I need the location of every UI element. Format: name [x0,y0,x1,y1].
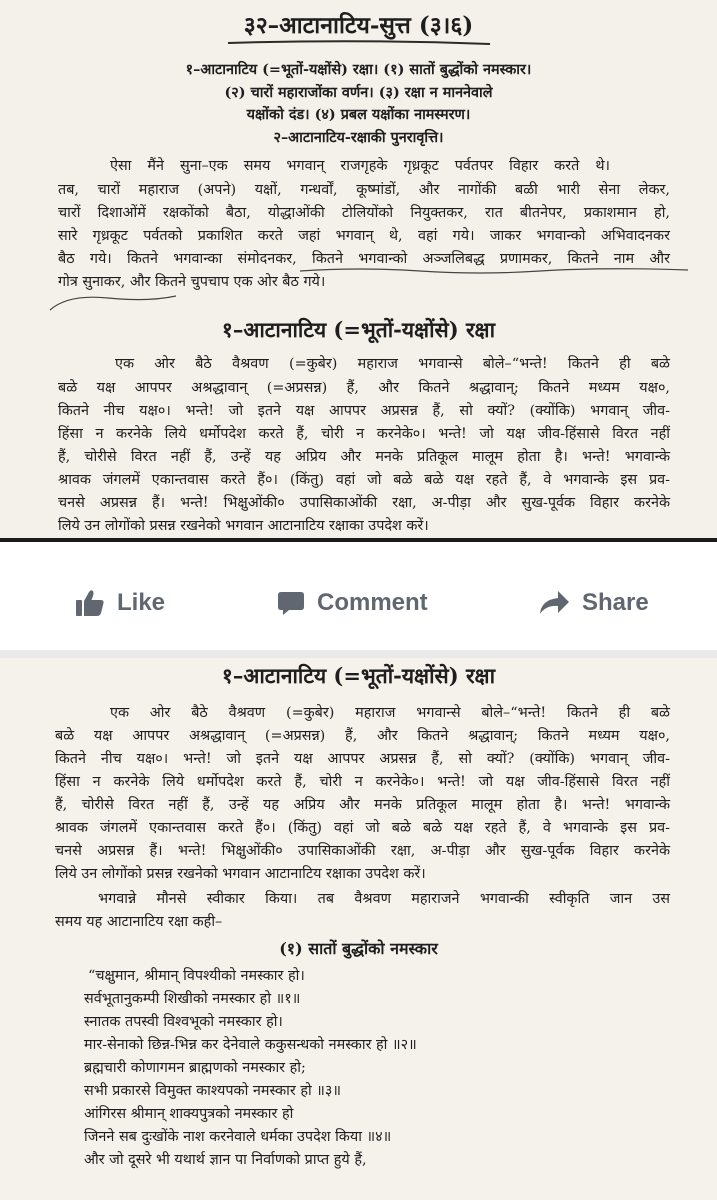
like-button[interactable] [75,585,165,621]
section-line: हिंसा न करनेके लिये धर्मोपदेश करते हैं, चोरी न करनेके०। भन्ते! जो यक्ष जीव-हिंसासे विरत नहीं [58,426,670,442]
summary-line: यक्षोंको दंड। (४) प्रबल यक्षोंका नामस्मरण। [246,106,471,123]
thumbs-up-icon [75,589,105,617]
verse-line: स्नातक तपस्वी विश्वभूको नमस्कार हो। [84,1014,283,1030]
verse-line: और जो दूसरे भी यथार्थ ज्ञान पा निर्वाणको प्राप्त हुये हैं, [84,1152,367,1168]
verse-line: सभी प्रकारसे विमुक्त काश्यपको नमस्कार हो ॥३॥ [84,1083,341,1099]
share-button[interactable] [538,585,649,621]
verse-line: आंगिरस श्रीमान् शाक्यपुत्रको नमस्कार हो [84,1106,294,1122]
image-divider [0,538,717,542]
intro-line: तब, चारों महाराज (अपने) यक्षों, गन्धर्वों, कूष्मांडों, और नागोंकी बळी भारी सेना लेकर, [58,182,670,198]
verse-line: “चक्षुमान, श्रीमान् विपश्यीको नमस्कार हो। [88,968,305,984]
verse-line: जिनने सब दुःखोंके नाश करनेवाले धर्मका उपदेश किया ॥४॥ [84,1129,392,1145]
intro-line: ऐसा मैंने सुना–एक समय भगवान् राजगृहके गृध्रकूट पर्वतपर विहार करते थे। [110,158,610,174]
paragraph-line: समय यह आटानाटिय रक्षा कही– [55,914,223,930]
pen-underline-mark [48,290,178,316]
section-line: हिंसा न करनेके लिये धर्मोपदेश करते हैं, चोरी न करनेके०। भन्ते! जो यक्ष जीव-हिंसासे विरत नहीं [55,774,670,790]
paragraph-line: भगवान्ने मौनसे स्वीकार किया। तब वैश्रवण महाराजने भगवान्की स्वीकृति जान उस [98,891,670,907]
section-line: श्रावक जंगलमें एकान्तवास करते हैं०। (किंतु) वहां जो बळे बळे यक्ष रहते हैं, वे भगवान्के इस प्रव- [55,820,670,836]
verse-line: सर्वभूतानुकम्पी शिखीको नमस्कार हो ॥१॥ [84,991,301,1007]
share-label: Share [582,589,649,616]
section-line: बळे यक्ष आपपर अश्रद्धावान् (=अप्रसन्न) हैं, और कितने श्रद्धावान्; कितने मध्यम यक्ष०, [55,728,670,744]
section-line: श्रावक जंगलमें एकान्तवास करते हैं०। (किंतु) वहां जो बळे बळे यक्ष रहते हैं, वे भगवान्के इस प्रव- [58,472,670,488]
summary-line: (२) चारों महाराजोंका वर्णन। (३) रक्षा न माननेवाले [224,84,493,101]
section-title: १–आटानाटिय (=भूतों-यक्षोंसे) रक्षा [221,663,496,688]
pen-underline-mark [300,266,690,276]
intro-line: बैठ गये। कितने भगवान्का संमोदनकर, कितने भगवान्को अञ्जलिबद्ध प्रणामकर, कितने नाम और [58,251,670,267]
verse-line: ब्रह्मचारी कोणागमन ब्राह्मणको नमस्कार हो; [84,1060,306,1076]
section-line: बळे यक्ष आपपर अश्रद्धावान् (=अप्रसन्न) हैं, और कितने श्रद्धावान्; कितने मध्यम यक्ष०, [58,380,670,396]
section-line: कितने नीच यक्ष०। भन्ते! जो इतने यक्ष आपपर अप्रसन्न हैं, सो क्यों? (क्योंकि) भगवान् जीव- [58,403,670,419]
image-top-edge [0,650,717,658]
verse-line: मार-सेनाको छिन्न-भिन्न कर देनेवाले ककुसन्धको नमस्कार हो ॥२॥ [84,1037,417,1053]
summary-line: १–आटानाटिय (=भूतों-यक्षोंसे) रक्षा। (१) सातों बुद्धोंको नमस्कार। [185,61,532,78]
section-line: कितने नीच यक्ष०। भन्ते! जो इतने यक्ष आपपर अप्रसन्न हैं, सो क्यों? (क्योंकि) भगवान् जीव- [55,751,670,767]
comment-button[interactable] [277,585,428,621]
top-scanned-page [0,0,717,542]
like-label: Like [117,589,166,616]
intro-line: गोत्र सुनाकर, और कितने चुपचाप एक ओर बैठ गये। [58,274,326,290]
section-line: एक ओर बैठे वैश्रवण (=कुबेर) महाराज भगवान्से बोले–“भन्ते! कितने ही बळे [110,705,670,721]
comment-label: Comment [317,589,428,616]
chapter-title: ३२–आटानाटिय-सुत्त (३।६) [243,12,474,39]
title-underline [228,40,490,46]
section-title: १–आटानाटिय (=भूतों-यक्षोंसे) रक्षा [221,317,496,342]
section-line: चनसे अप्रसन्न हैं। भन्ते! भिक्षुओंकी० उपासिकाओंकी रक्षा, अ-पीड़ा और सुख-पूर्वक विहार करनेके [58,495,670,511]
intro-line: चारों दिशाओंमें रक्षकोंको बैठा, योद्धाओंकी टोलियोंको नियुक्तकर, रात बीतनेपर, प्रकाशमान हो, [58,205,670,221]
summary-line: २–आटानाटिय-रक्षाकी पुनरावृत्ति। [273,129,444,146]
speech-bubble-icon [277,589,305,617]
share-arrow-icon [538,590,570,616]
intro-line: सारे गृध्रकूट पर्वतको प्रकाशित करते जहां भगवान् थे, वहां गये। जाकर भगवान्को अभिवादनकर [58,228,670,244]
post-action-bar [0,548,717,658]
section-line: लिये उन लोगोंको प्रसन्न रखनेको भगवान आटानाटिय रक्षाका उपदेश करें। [58,518,429,534]
section-line: चनसे अप्रसन्न हैं। भन्ते! भिक्षुओंकी० उपासिकाओंकी रक्षा, अ-पीड़ा और सुख-पूर्वक विहार करनेके [55,843,670,859]
section-line: लिये उन लोगोंको प्रसन्न रखनेको भगवान आटानाटिय रक्षाका उपदेश करें। [55,866,426,882]
section-line: हैं, चोरीसे विरत नहीं हैं, उन्हें यह अप्रिय और मनके प्रतिकूल मालूम होता है। भन्ते! भगवान्के [58,449,670,465]
section-line: हैं, चोरीसे विरत नहीं हैं, उन्हें यह अप्रिय और मनके प्रतिकूल मालूम होता है। भन्ते! भगवान्के [55,797,670,813]
section-line: एक ओर बैठे वैश्रवण (=कुबेर) महाराज भगवान्से बोले–“भन्ते! कितने ही बळे [115,356,670,372]
bottom-scanned-page [0,658,717,1200]
subheading: (१) सातों बुद्धोंको नमस्कार [279,939,438,958]
